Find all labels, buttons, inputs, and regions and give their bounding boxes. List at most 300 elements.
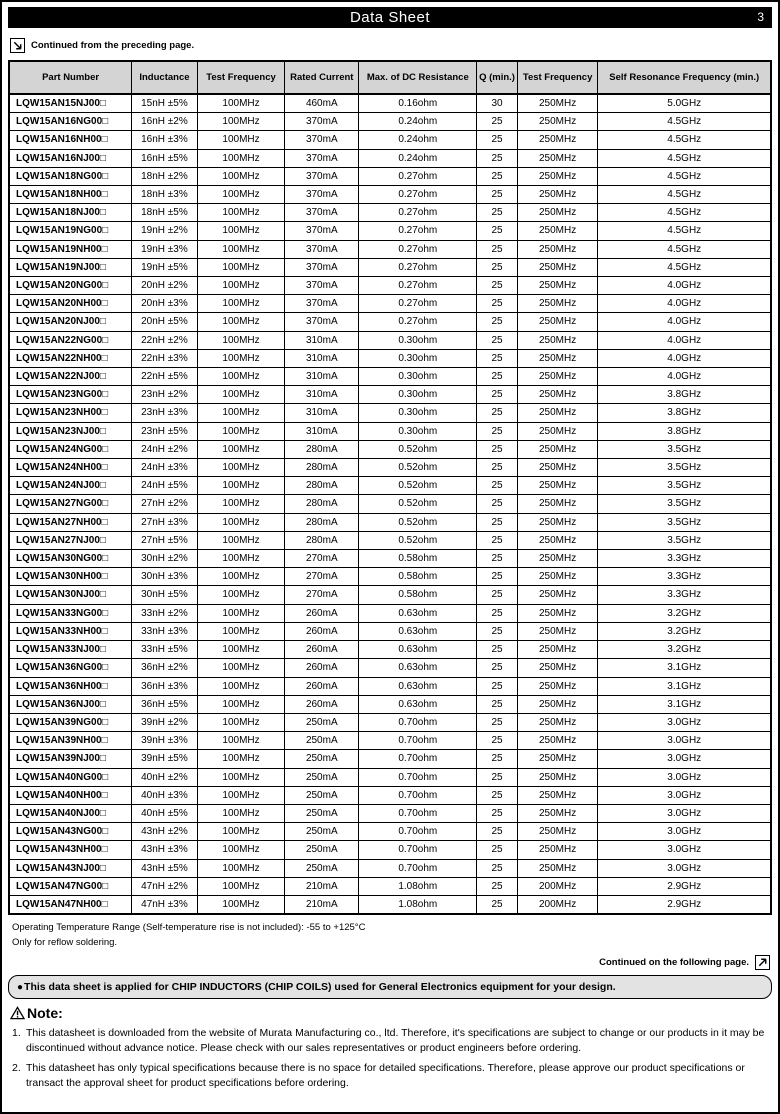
note-item-text: This datasheet is downloaded from the website of Murata Manufacturing co., ltd. Therefore, it's specifications are subject to change or our products in it may be discontinued without advance notice. Please check with our sales representatives or product engineers before ordering. xyxy=(26,1027,765,1054)
table-cell: 4.0GHz xyxy=(598,295,771,313)
table-cell: 250MHz xyxy=(517,531,598,549)
table-cell: 18nH ±5% xyxy=(132,204,198,222)
table-cell: 250MHz xyxy=(517,422,598,440)
table-cell: 25 xyxy=(477,240,517,258)
table-cell: 250MHz xyxy=(517,786,598,804)
table-cell: 3.0GHz xyxy=(598,786,771,804)
table-cell: 16nH ±3% xyxy=(132,131,198,149)
table-row xyxy=(9,313,771,331)
table-cell: 250MHz xyxy=(517,768,598,786)
table-cell: 250MHz xyxy=(517,240,598,258)
table-cell: 260mA xyxy=(285,659,359,677)
table-cell: 0.70ohm xyxy=(359,732,477,750)
table-cell: 25 xyxy=(477,349,517,367)
table-cell: 100MHz xyxy=(197,386,285,404)
table-cell: 250MHz xyxy=(517,659,598,677)
table-cell: 3.2GHz xyxy=(598,641,771,659)
table-cell: 250MHz xyxy=(517,295,598,313)
table-cell: 4.5GHz xyxy=(598,222,771,240)
table-cell: 40nH ±5% xyxy=(132,804,198,822)
table-cell: 250MHz xyxy=(517,750,598,768)
table-cell: 25 xyxy=(477,695,517,713)
table-cell: 0.30ohm xyxy=(359,331,477,349)
table-cell: 24nH ±2% xyxy=(132,440,198,458)
table-cell: 0.27ohm xyxy=(359,313,477,331)
table-cell: 100MHz xyxy=(197,313,285,331)
table-row xyxy=(9,804,771,822)
table-cell: 370mA xyxy=(285,258,359,276)
table-cell: 250MHz xyxy=(517,440,598,458)
table-cell: 100MHz xyxy=(197,331,285,349)
table-row xyxy=(9,586,771,604)
table-cell: 25 xyxy=(477,459,517,477)
table-cell: 100MHz xyxy=(197,277,285,295)
table-cell: 3.5GHz xyxy=(598,440,771,458)
table-cell: 250mA xyxy=(285,768,359,786)
table-cell: 100MHz xyxy=(197,786,285,804)
table-cell: 25 xyxy=(477,786,517,804)
table-cell: 100MHz xyxy=(197,204,285,222)
table-cell: 25 xyxy=(477,622,517,640)
table-row xyxy=(9,204,771,222)
table-cell: 370mA xyxy=(285,313,359,331)
table-cell: 39nH ±5% xyxy=(132,750,198,768)
table-cell: 25 xyxy=(477,659,517,677)
table-cell: 0.30ohm xyxy=(359,349,477,367)
table-cell: 25 xyxy=(477,768,517,786)
table-cell: 2.9GHz xyxy=(598,877,771,895)
table-cell: 280mA xyxy=(285,513,359,531)
table-cell: 250mA xyxy=(285,713,359,731)
table-cell: 22nH ±2% xyxy=(132,331,198,349)
table-cell: 250MHz xyxy=(517,94,598,113)
part-number-cell: LQW15AN36NJ00□ xyxy=(9,695,132,713)
table-cell: 25 xyxy=(477,258,517,276)
table-cell: 0.58ohm xyxy=(359,550,477,568)
table-cell: 100MHz xyxy=(197,841,285,859)
part-number-cell: LQW15AN39NG00□ xyxy=(9,713,132,731)
table-cell: 0.24ohm xyxy=(359,113,477,131)
part-number-cell: LQW15AN30NJ00□ xyxy=(9,586,132,604)
table-cell: 3.0GHz xyxy=(598,732,771,750)
part-number-cell: LQW15AN20NG00□ xyxy=(9,277,132,295)
table-cell: 30nH ±5% xyxy=(132,586,198,604)
table-cell: 3.0GHz xyxy=(598,750,771,768)
table-row xyxy=(9,240,771,258)
table-cell: 250MHz xyxy=(517,823,598,841)
table-cell: 250mA xyxy=(285,732,359,750)
part-number-cell: LQW15AN18NJ00□ xyxy=(9,204,132,222)
part-number-cell: LQW15AN39NH00□ xyxy=(9,732,132,750)
note-list xyxy=(12,1026,772,1090)
table-cell: 100MHz xyxy=(197,167,285,185)
table-cell: 25 xyxy=(477,368,517,386)
table-cell: 16nH ±5% xyxy=(132,149,198,167)
table-cell: 27nH ±3% xyxy=(132,513,198,531)
table-row xyxy=(9,258,771,276)
part-number-cell: LQW15AN27NJ00□ xyxy=(9,531,132,549)
part-number-cell: LQW15AN19NG00□ xyxy=(9,222,132,240)
table-cell: 250MHz xyxy=(517,277,598,295)
part-number-cell: LQW15AN40NG00□ xyxy=(9,768,132,786)
table-cell: 3.1GHz xyxy=(598,677,771,695)
table-row xyxy=(9,459,771,477)
table-cell: 4.5GHz xyxy=(598,204,771,222)
table-cell: 25 xyxy=(477,222,517,240)
spec-table xyxy=(8,60,772,915)
table-cell: 100MHz xyxy=(197,732,285,750)
table-cell: 100MHz xyxy=(197,459,285,477)
table-cell: 250MHz xyxy=(517,859,598,877)
part-number-cell: LQW15AN24NH00□ xyxy=(9,459,132,477)
column-header: Self Resonance Frequency (min.) xyxy=(598,61,771,94)
table-row xyxy=(9,495,771,513)
table-cell: 100MHz xyxy=(197,404,285,422)
table-cell: 3.5GHz xyxy=(598,459,771,477)
warning-icon xyxy=(10,1006,25,1020)
table-cell: 250MHz xyxy=(517,459,598,477)
table-row xyxy=(9,368,771,386)
footnote-temp-range: Operating Temperature Range (Self-temperature rise is not included): -55 to +125°C xyxy=(12,922,366,934)
table-cell: 250MHz xyxy=(517,368,598,386)
table-cell: 18nH ±2% xyxy=(132,167,198,185)
page-title: Data Sheet xyxy=(349,9,431,26)
table-cell: 3.8GHz xyxy=(598,422,771,440)
table-cell: 100MHz xyxy=(197,768,285,786)
table-cell: 250MHz xyxy=(517,131,598,149)
table-cell: 3.0GHz xyxy=(598,713,771,731)
note-item-number: 1. xyxy=(12,1027,21,1040)
column-header: Max. of DC Resistance xyxy=(359,61,477,94)
page-number: 3 xyxy=(757,10,764,24)
table-cell: 0.52ohm xyxy=(359,459,477,477)
table-row xyxy=(9,295,771,313)
table-cell: 4.0GHz xyxy=(598,349,771,367)
table-cell: 0.63ohm xyxy=(359,677,477,695)
table-cell: 280mA xyxy=(285,495,359,513)
table-cell: 250MHz xyxy=(517,568,598,586)
table-cell: 370mA xyxy=(285,113,359,131)
table-cell: 100MHz xyxy=(197,349,285,367)
table-cell: 260mA xyxy=(285,604,359,622)
table-cell: 210mA xyxy=(285,877,359,895)
table-cell: 0.58ohm xyxy=(359,586,477,604)
table-cell: 0.52ohm xyxy=(359,513,477,531)
table-cell: 250mA xyxy=(285,750,359,768)
table-cell: 25 xyxy=(477,713,517,731)
continued-from-label: Continued from the preceding page. xyxy=(31,40,195,51)
arrow-down-right-icon xyxy=(10,38,25,53)
table-cell: 25 xyxy=(477,841,517,859)
table-cell: 100MHz xyxy=(197,495,285,513)
table-cell: 24nH ±3% xyxy=(132,459,198,477)
column-header: Inductance xyxy=(132,61,198,94)
table-row xyxy=(9,641,771,659)
part-number-cell: LQW15AN22NH00□ xyxy=(9,349,132,367)
table-row xyxy=(9,768,771,786)
table-cell: 250mA xyxy=(285,804,359,822)
table-row xyxy=(9,349,771,367)
continued-from xyxy=(10,38,772,53)
table-cell: 270mA xyxy=(285,568,359,586)
table-cell: 3.0GHz xyxy=(598,859,771,877)
column-header: Test Frequency xyxy=(197,61,285,94)
table-cell: 5.0GHz xyxy=(598,94,771,113)
table-cell: 4.0GHz xyxy=(598,313,771,331)
table-row xyxy=(9,513,771,531)
table-row xyxy=(9,131,771,149)
part-number-cell: LQW15AN16NG00□ xyxy=(9,113,132,131)
table-cell: 1.08ohm xyxy=(359,877,477,895)
table-cell: 100MHz xyxy=(197,859,285,877)
table-row xyxy=(9,331,771,349)
table-cell: 0.70ohm xyxy=(359,841,477,859)
table-row xyxy=(9,440,771,458)
table-cell: 250MHz xyxy=(517,695,598,713)
arrow-up-right-icon xyxy=(755,955,770,970)
table-cell: 100MHz xyxy=(197,440,285,458)
table-cell: 250MHz xyxy=(517,258,598,276)
table-cell: 3.2GHz xyxy=(598,622,771,640)
table-cell: 43nH ±3% xyxy=(132,841,198,859)
table-cell: 0.70ohm xyxy=(359,786,477,804)
table-cell: 18nH ±3% xyxy=(132,186,198,204)
table-cell: 25 xyxy=(477,204,517,222)
table-cell: 25 xyxy=(477,604,517,622)
table-cell: 250MHz xyxy=(517,186,598,204)
table-cell: 260mA xyxy=(285,677,359,695)
table-cell: 25 xyxy=(477,277,517,295)
table-row xyxy=(9,859,771,877)
table-cell: 250MHz xyxy=(517,222,598,240)
table-cell: 370mA xyxy=(285,277,359,295)
table-row xyxy=(9,695,771,713)
table-cell: 250MHz xyxy=(517,841,598,859)
table-cell: 0.30ohm xyxy=(359,368,477,386)
table-cell: 33nH ±5% xyxy=(132,641,198,659)
table-cell: 15nH ±5% xyxy=(132,94,198,113)
table-row xyxy=(9,149,771,167)
table-cell: 3.0GHz xyxy=(598,841,771,859)
table-cell: 4.5GHz xyxy=(598,258,771,276)
table-cell: 100MHz xyxy=(197,604,285,622)
table-cell: 0.16ohm xyxy=(359,94,477,113)
table-cell: 100MHz xyxy=(197,659,285,677)
table-row xyxy=(9,622,771,640)
table-row xyxy=(9,713,771,731)
table-cell: 250MHz xyxy=(517,349,598,367)
table-cell: 250MHz xyxy=(517,622,598,640)
table-cell: 25 xyxy=(477,295,517,313)
table-cell: 0.27ohm xyxy=(359,222,477,240)
table-cell: 25 xyxy=(477,513,517,531)
table-cell: 19nH ±3% xyxy=(132,240,198,258)
table-cell: 210mA xyxy=(285,895,359,914)
part-number-cell: LQW15AN47NG00□ xyxy=(9,877,132,895)
table-cell: 25 xyxy=(477,495,517,513)
table-row xyxy=(9,823,771,841)
table-cell: 0.70ohm xyxy=(359,823,477,841)
table-cell: 370mA xyxy=(285,204,359,222)
table-row xyxy=(9,422,771,440)
table-cell: 100MHz xyxy=(197,422,285,440)
table-cell: 250MHz xyxy=(517,204,598,222)
table-cell: 3.0GHz xyxy=(598,823,771,841)
table-cell: 100MHz xyxy=(197,222,285,240)
table-cell: 100MHz xyxy=(197,586,285,604)
table-cell: 0.30ohm xyxy=(359,386,477,404)
header-bar xyxy=(8,7,772,28)
table-cell: 43nH ±2% xyxy=(132,823,198,841)
table-cell: 27nH ±5% xyxy=(132,531,198,549)
table-cell: 25 xyxy=(477,422,517,440)
table-cell: 100MHz xyxy=(197,804,285,822)
table-cell: 25 xyxy=(477,877,517,895)
table-cell: 100MHz xyxy=(197,295,285,313)
table-cell: 33nH ±2% xyxy=(132,604,198,622)
table-cell: 0.27ohm xyxy=(359,204,477,222)
table-cell: 0.58ohm xyxy=(359,568,477,586)
table-cell: 100MHz xyxy=(197,677,285,695)
table-cell: 310mA xyxy=(285,386,359,404)
table-cell: 3.5GHz xyxy=(598,477,771,495)
part-number-cell: LQW15AN27NG00□ xyxy=(9,495,132,513)
table-cell: 25 xyxy=(477,750,517,768)
table-cell: 19nH ±2% xyxy=(132,222,198,240)
table-cell: 250mA xyxy=(285,841,359,859)
table-cell: 100MHz xyxy=(197,113,285,131)
table-row xyxy=(9,877,771,895)
table-cell: 22nH ±3% xyxy=(132,349,198,367)
table-row xyxy=(9,167,771,185)
table-cell: 23nH ±2% xyxy=(132,386,198,404)
table-cell: 270mA xyxy=(285,586,359,604)
table-cell: 250MHz xyxy=(517,586,598,604)
table-cell: 250MHz xyxy=(517,113,598,131)
table-cell: 25 xyxy=(477,568,517,586)
part-number-cell: LQW15AN16NH00□ xyxy=(9,131,132,149)
part-number-cell: LQW15AN19NJ00□ xyxy=(9,258,132,276)
table-cell: 100MHz xyxy=(197,622,285,640)
table-cell: 100MHz xyxy=(197,695,285,713)
table-cell: 23nH ±3% xyxy=(132,404,198,422)
table-cell: 25 xyxy=(477,477,517,495)
table-cell: 370mA xyxy=(285,149,359,167)
note-item xyxy=(12,1061,772,1090)
table-cell: 250MHz xyxy=(517,477,598,495)
table-cell: 0.70ohm xyxy=(359,750,477,768)
table-cell: 4.5GHz xyxy=(598,131,771,149)
table-cell: 0.63ohm xyxy=(359,695,477,713)
part-number-cell: LQW15AN20NH00□ xyxy=(9,295,132,313)
table-cell: 36nH ±2% xyxy=(132,659,198,677)
table-cell: 200MHz xyxy=(517,877,598,895)
part-number-cell: LQW15AN47NH00□ xyxy=(9,895,132,914)
column-header: Rated Current xyxy=(285,61,359,94)
table-cell: 370mA xyxy=(285,186,359,204)
table-footnotes xyxy=(12,920,772,950)
table-cell: 25 xyxy=(477,895,517,914)
table-cell: 20nH ±2% xyxy=(132,277,198,295)
table-cell: 100MHz xyxy=(197,131,285,149)
table-cell: 25 xyxy=(477,804,517,822)
column-header: Part Number xyxy=(9,61,132,94)
column-header: Test Frequency xyxy=(517,61,598,94)
table-row xyxy=(9,404,771,422)
table-cell: 250MHz xyxy=(517,713,598,731)
table-cell: 3.5GHz xyxy=(598,531,771,549)
part-number-cell: LQW15AN30NH00□ xyxy=(9,568,132,586)
table-cell: 0.27ohm xyxy=(359,186,477,204)
table-row xyxy=(9,659,771,677)
note-item-text: This datasheet has only typical specifications because there is no space for detailed specifications. Therefore, please approve our product specifications or transact the approval sheet for product specifications before ordering. xyxy=(26,1062,745,1089)
table-cell: 25 xyxy=(477,586,517,604)
table-cell: 4.5GHz xyxy=(598,186,771,204)
table-cell: 25 xyxy=(477,550,517,568)
table-cell: 280mA xyxy=(285,477,359,495)
table-cell: 0.70ohm xyxy=(359,713,477,731)
table-cell: 16nH ±2% xyxy=(132,113,198,131)
table-cell: 25 xyxy=(477,386,517,404)
table-cell: 25 xyxy=(477,641,517,659)
table-cell: 25 xyxy=(477,313,517,331)
table-cell: 310mA xyxy=(285,331,359,349)
table-cell: 3.8GHz xyxy=(598,404,771,422)
table-cell: 0.30ohm xyxy=(359,422,477,440)
table-cell: 250MHz xyxy=(517,604,598,622)
table-cell: 0.24ohm xyxy=(359,149,477,167)
table-row xyxy=(9,186,771,204)
table-cell: 370mA xyxy=(285,167,359,185)
table-cell: 0.24ohm xyxy=(359,131,477,149)
part-number-cell: LQW15AN43NJ00□ xyxy=(9,859,132,877)
part-number-cell: LQW15AN23NJ00□ xyxy=(9,422,132,440)
part-number-cell: LQW15AN33NH00□ xyxy=(9,622,132,640)
table-cell: 25 xyxy=(477,131,517,149)
table-cell: 100MHz xyxy=(197,94,285,113)
table-cell: 0.63ohm xyxy=(359,604,477,622)
table-cell: 100MHz xyxy=(197,877,285,895)
table-cell: 280mA xyxy=(285,459,359,477)
table-cell: 36nH ±5% xyxy=(132,695,198,713)
table-cell: 370mA xyxy=(285,240,359,258)
table-row xyxy=(9,222,771,240)
part-number-cell: LQW15AN20NJ00□ xyxy=(9,313,132,331)
part-number-cell: LQW15AN22NJ00□ xyxy=(9,368,132,386)
table-cell: 200MHz xyxy=(517,895,598,914)
table-cell: 3.5GHz xyxy=(598,513,771,531)
table-cell: 36nH ±3% xyxy=(132,677,198,695)
table-cell: 3.1GHz xyxy=(598,659,771,677)
table-cell: 250MHz xyxy=(517,641,598,659)
table-cell: 3.3GHz xyxy=(598,568,771,586)
table-cell: 19nH ±5% xyxy=(132,258,198,276)
table-row xyxy=(9,732,771,750)
table-cell: 100MHz xyxy=(197,240,285,258)
table-cell: 47nH ±3% xyxy=(132,895,198,914)
table-cell: 250mA xyxy=(285,859,359,877)
table-cell: 250MHz xyxy=(517,732,598,750)
part-number-cell: LQW15AN19NH00□ xyxy=(9,240,132,258)
table-cell: 43nH ±5% xyxy=(132,859,198,877)
part-number-cell: LQW15AN33NJ00□ xyxy=(9,641,132,659)
part-number-cell: LQW15AN36NG00□ xyxy=(9,659,132,677)
table-cell: 25 xyxy=(477,823,517,841)
part-number-cell: LQW15AN40NH00□ xyxy=(9,786,132,804)
table-cell: 0.27ohm xyxy=(359,240,477,258)
table-cell: 4.5GHz xyxy=(598,240,771,258)
part-number-cell: LQW15AN27NH00□ xyxy=(9,513,132,531)
